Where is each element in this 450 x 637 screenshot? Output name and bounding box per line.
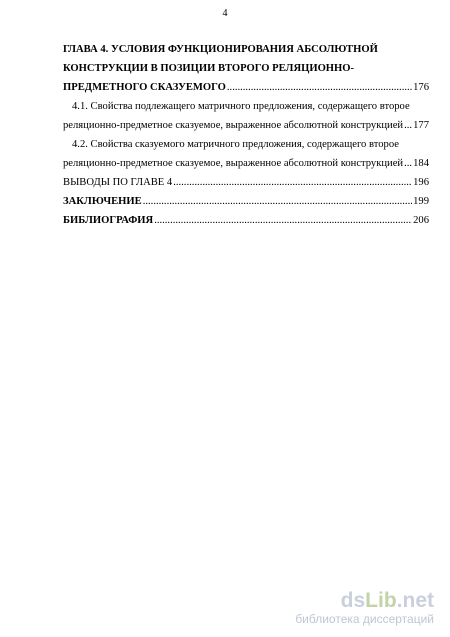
toc-chapter4-title-line-1: [63, 40, 429, 59]
toc-chapter4-text-2: КОНСТРУКЦИИ В ПОЗИЦИИ ВТОРОГО РЕЛЯЦИОННО-: [63, 63, 355, 74]
toc-section-4-2-text-1: 4.2. Свойства сказуемого матричного предложения, содержащего второе: [72, 139, 399, 150]
dot-leader: [404, 154, 412, 173]
toc-chapter4-title-line-2: [63, 59, 429, 78]
logo-net: .net: [396, 589, 434, 612]
toc-conclusion-label: ЗАКЛЮЧЕНИЕ: [63, 196, 142, 207]
toc-section-4-1-entry[interactable]: [63, 116, 429, 135]
dslib-watermark[interactable]: [254, 590, 434, 626]
toc-section-4-1-text-2: реляционно-предметное сказуемое, выраженное абсолютной конструкцией: [63, 120, 404, 131]
toc-section-4-2-line-1: [63, 135, 429, 154]
toc-chapter4-text-3: ПРЕДМЕТНОГО СКАЗУЕМОГО: [63, 82, 226, 93]
dot-leader: [154, 211, 412, 230]
table-of-contents: [63, 40, 429, 230]
toc-chapter4-entry[interactable]: [63, 78, 429, 97]
toc-page-number: 176: [413, 82, 429, 93]
logo-ds: ds: [340, 589, 366, 612]
toc-conclusion-entry[interactable]: [63, 192, 429, 211]
toc-bibliography-entry[interactable]: [63, 211, 429, 230]
logo-lib: Lib: [365, 589, 397, 612]
toc-bibliography-label: БИБЛИОГРАФИЯ: [63, 215, 154, 226]
dot-leader: [227, 78, 412, 97]
toc-page-number: 199: [413, 196, 429, 207]
toc-page-number: 177: [413, 120, 429, 131]
toc-conclusions-ch4-entry[interactable]: [63, 173, 429, 192]
toc-section-4-2-text-2: реляционно-предметное сказуемое, выраженное абсолютной конструкцией: [63, 158, 404, 169]
toc-section-4-2-entry[interactable]: [63, 154, 429, 173]
toc-conclusions-ch4-label: ВЫВОДЫ ПО ГЛАВЕ 4: [63, 177, 173, 188]
toc-page-number: 206: [413, 215, 429, 226]
toc-section-4-1-line-1: [63, 97, 429, 116]
dslib-logo: [254, 590, 434, 612]
toc-chapter4-text-1: ГЛАВА 4. УСЛОВИЯ ФУНКЦИОНИРОВАНИЯ АБСОЛЮТНОЙ: [63, 44, 378, 55]
dot-leader: [173, 173, 412, 192]
dot-leader: [143, 192, 412, 211]
toc-page-number: 184: [413, 158, 429, 169]
watermark-caption: библиотека диссертаций: [295, 612, 434, 626]
toc-page-number: 196: [413, 177, 429, 188]
page-number: 4: [222, 8, 228, 19]
toc-section-4-1-text-1: 4.1. Свойства подлежащего матричного предложения, содержащего второе: [72, 101, 410, 112]
dot-leader: [404, 116, 412, 135]
